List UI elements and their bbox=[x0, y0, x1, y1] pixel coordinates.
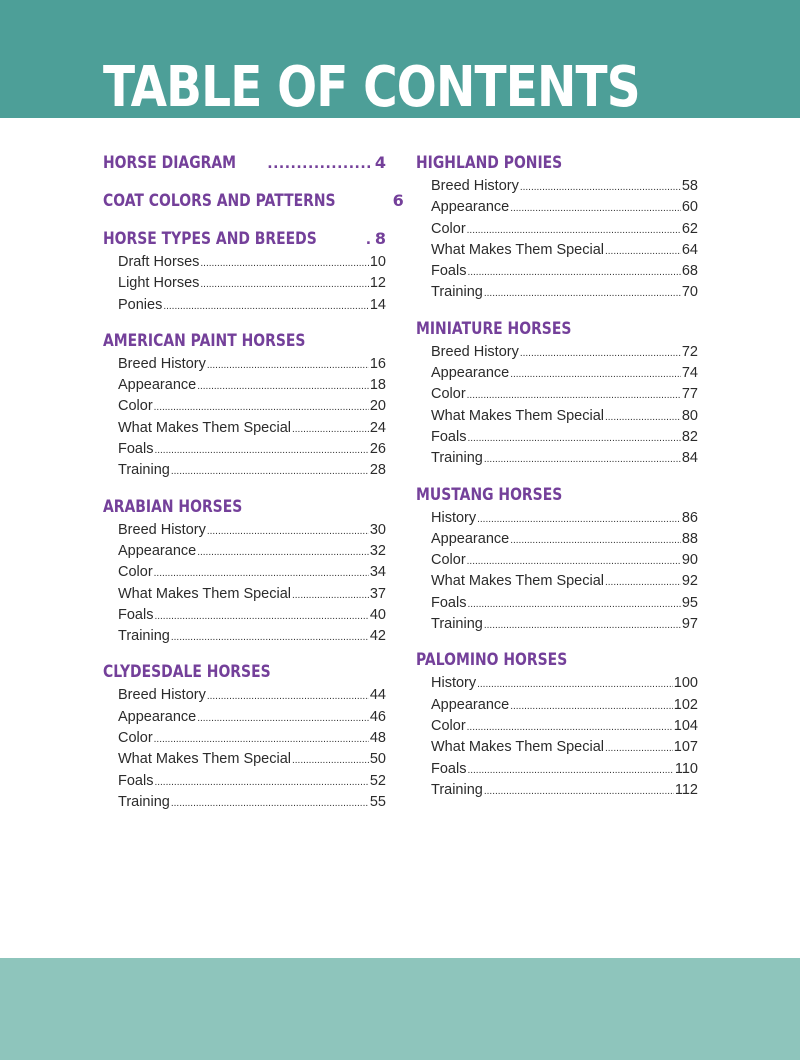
section-heading[interactable] bbox=[416, 150, 698, 176]
entry-label: What Makes Them Special bbox=[431, 241, 604, 258]
entry-label: History bbox=[431, 675, 477, 692]
toc-entry[interactable] bbox=[416, 384, 698, 405]
toc-section-palomino-horses bbox=[416, 647, 698, 801]
section-heading-text: AMERICAN PAINT HORSES bbox=[103, 330, 306, 351]
entry-page-number: 58 bbox=[681, 178, 698, 194]
dot-leader bbox=[510, 696, 673, 717]
entry-page-number: 40 bbox=[369, 606, 386, 623]
entry-page-number: 92 bbox=[681, 573, 698, 590]
toc-entry[interactable] bbox=[103, 626, 386, 647]
entry-page-number: 32 bbox=[369, 542, 386, 559]
dot-leader bbox=[171, 627, 369, 648]
dot-leader bbox=[154, 440, 368, 461]
toc-entry[interactable] bbox=[103, 418, 386, 439]
entry-page-number: 16 bbox=[369, 355, 386, 372]
dot-leader bbox=[154, 772, 368, 793]
dot-leader bbox=[154, 606, 368, 627]
toc-section-american-paint-horses bbox=[103, 328, 386, 482]
dot-leader bbox=[197, 542, 369, 563]
toc-entry[interactable] bbox=[416, 673, 698, 694]
entry-page-number: 102 bbox=[673, 696, 698, 713]
entry-page-number: 37 bbox=[369, 585, 386, 602]
entry-label: Appearance bbox=[118, 542, 197, 559]
entry-label: Breed History bbox=[431, 178, 519, 194]
dot-leader bbox=[510, 198, 681, 219]
section-heading[interactable] bbox=[416, 316, 698, 342]
entry-label: What Makes Them Special bbox=[431, 739, 604, 756]
toc-entry[interactable] bbox=[103, 439, 386, 460]
toc-entry[interactable] bbox=[103, 685, 386, 706]
dot-leader bbox=[467, 717, 673, 738]
entry-page-number: 68 bbox=[681, 263, 698, 280]
section-heading-text: PALOMINO HORSES bbox=[416, 650, 568, 671]
toc-entry[interactable] bbox=[416, 695, 698, 716]
entry-label: Foals bbox=[118, 441, 154, 458]
toc-section-coat-colors-and-patterns bbox=[103, 188, 404, 214]
entry-page-number: 88 bbox=[681, 530, 698, 547]
dot-leader bbox=[520, 177, 681, 198]
entry-label: Appearance bbox=[431, 696, 510, 713]
entry-page-number: 74 bbox=[681, 365, 698, 382]
dot-leader bbox=[467, 262, 680, 283]
entry-label: Color bbox=[431, 386, 466, 403]
dot-leader bbox=[197, 376, 369, 397]
section-heading-text: MINIATURE HORSES bbox=[416, 318, 572, 339]
entry-page-number: 20 bbox=[369, 398, 386, 415]
toc-section-horse-types-and-breeds bbox=[103, 226, 386, 316]
entry-label: History bbox=[431, 509, 477, 526]
entry-page-number: 95 bbox=[681, 594, 698, 611]
dot-leader bbox=[467, 428, 680, 449]
toc-entry[interactable] bbox=[416, 780, 698, 801]
toc-right-column bbox=[416, 150, 698, 801]
entry-label: What Makes Them Special bbox=[118, 419, 291, 436]
entry-label: Ponies bbox=[118, 296, 163, 313]
entry-page-number: 84 bbox=[681, 450, 698, 467]
dot-leader bbox=[477, 509, 681, 530]
dot-leader bbox=[467, 385, 681, 406]
dot-leader bbox=[467, 760, 673, 781]
toc-entry[interactable] bbox=[103, 728, 386, 749]
entry-label: Color bbox=[431, 220, 466, 237]
toc-entry[interactable] bbox=[416, 550, 698, 571]
toc-entry[interactable] bbox=[416, 282, 698, 303]
entry-label: Appearance bbox=[431, 365, 510, 382]
entry-page-number: 100 bbox=[673, 675, 698, 692]
section-heading-text: ARABIAN HORSES bbox=[103, 496, 243, 517]
dot-leader bbox=[207, 355, 369, 376]
header-band bbox=[0, 0, 800, 118]
entry-label: What Makes Them Special bbox=[118, 751, 291, 768]
toc-entry[interactable] bbox=[103, 252, 386, 273]
entry-label: Breed History bbox=[118, 355, 206, 372]
section-page-number: 6 bbox=[392, 191, 404, 210]
toc-entry[interactable] bbox=[416, 716, 698, 737]
dot-leader bbox=[197, 708, 369, 729]
dot-leader bbox=[267, 151, 371, 177]
entry-page-number: 90 bbox=[681, 552, 698, 569]
section-heading-text: MUSTANG HORSES bbox=[416, 484, 563, 505]
entry-page-number: 77 bbox=[681, 386, 698, 403]
entry-label: Foals bbox=[431, 428, 467, 445]
entry-page-number: 86 bbox=[681, 509, 698, 526]
entry-label: Light Horses bbox=[118, 275, 200, 292]
dot-leader bbox=[605, 572, 681, 593]
toc-entry[interactable] bbox=[103, 541, 386, 562]
toc-entry[interactable] bbox=[416, 759, 698, 780]
toc-section-horse-diagram bbox=[103, 150, 386, 176]
dot-leader bbox=[200, 253, 368, 274]
dot-leader bbox=[292, 419, 369, 440]
entry-label: What Makes Them Special bbox=[431, 573, 604, 590]
toc-entry[interactable] bbox=[416, 219, 698, 240]
entry-page-number: 34 bbox=[369, 564, 386, 581]
dot-leader bbox=[467, 594, 680, 615]
toc-entry[interactable] bbox=[416, 529, 698, 550]
toc-entry[interactable] bbox=[416, 342, 698, 363]
toc-entry[interactable] bbox=[103, 354, 386, 375]
entry-label: Training bbox=[431, 284, 483, 301]
entry-label: Appearance bbox=[431, 199, 510, 216]
toc-section-highland-ponies bbox=[416, 150, 698, 304]
toc-entry[interactable] bbox=[416, 571, 698, 592]
entry-page-number: 50 bbox=[369, 751, 386, 768]
toc-entry[interactable] bbox=[103, 771, 386, 792]
page-title: TABLE OF CONTENTS bbox=[103, 55, 640, 120]
section-heading[interactable] bbox=[103, 494, 386, 520]
entry-page-number: 97 bbox=[681, 616, 698, 633]
entry-page-number: 82 bbox=[681, 428, 698, 445]
entry-page-number: 60 bbox=[681, 199, 698, 216]
entry-label: Training bbox=[431, 616, 483, 633]
section-heading[interactable] bbox=[103, 150, 386, 176]
toc-entry[interactable] bbox=[103, 396, 386, 417]
toc-entry[interactable] bbox=[103, 273, 386, 294]
entry-label: Foals bbox=[431, 594, 467, 611]
section-page-number: 4 bbox=[374, 153, 386, 172]
entry-label: Foals bbox=[431, 263, 467, 280]
entry-page-number: 12 bbox=[369, 275, 386, 292]
toc-entry[interactable] bbox=[103, 707, 386, 728]
dot-leader bbox=[154, 563, 369, 584]
section-heading[interactable] bbox=[416, 482, 698, 508]
entry-label: Foals bbox=[118, 772, 154, 789]
entry-label: Training bbox=[118, 628, 170, 645]
entry-page-number: 14 bbox=[369, 296, 386, 313]
dot-leader bbox=[292, 750, 369, 771]
dot-leader bbox=[467, 220, 681, 241]
entry-label: Draft Horses bbox=[118, 254, 200, 270]
entry-page-number: 10 bbox=[369, 254, 386, 270]
section-page-number: 8 bbox=[374, 229, 386, 248]
toc-left-column bbox=[103, 150, 404, 813]
entry-page-number: 80 bbox=[681, 407, 698, 424]
entry-label: Breed History bbox=[118, 521, 206, 538]
toc-entry[interactable] bbox=[103, 562, 386, 583]
dot-leader bbox=[163, 296, 369, 317]
entry-page-number: 18 bbox=[369, 377, 386, 394]
toc-entry[interactable] bbox=[416, 406, 698, 427]
dot-leader bbox=[484, 283, 681, 304]
dot-leader bbox=[510, 530, 681, 551]
dot-leader bbox=[484, 615, 681, 636]
section-heading-text: HORSE TYPES AND BREEDS bbox=[103, 229, 317, 249]
entry-label: What Makes Them Special bbox=[118, 585, 291, 602]
entry-label: Color bbox=[118, 398, 153, 415]
toc-entry[interactable] bbox=[416, 737, 698, 758]
entry-label: Color bbox=[431, 717, 466, 734]
entry-label: Foals bbox=[431, 760, 467, 777]
entry-label: Training bbox=[118, 462, 170, 479]
dot-leader bbox=[520, 343, 681, 364]
entry-page-number: 55 bbox=[369, 793, 386, 810]
entry-label: Color bbox=[118, 730, 153, 747]
entry-page-number: 42 bbox=[369, 628, 386, 645]
dot-leader bbox=[207, 686, 369, 707]
entry-page-number: 28 bbox=[369, 462, 386, 479]
toc-entry[interactable] bbox=[103, 520, 386, 541]
dot-leader bbox=[292, 585, 369, 606]
entry-label: Training bbox=[431, 450, 483, 467]
toc-section-mustang-horses bbox=[416, 482, 698, 636]
section-heading-text: COAT COLORS AND PATTERNS bbox=[103, 191, 336, 211]
entry-page-number: 70 bbox=[681, 284, 698, 301]
toc-entry[interactable] bbox=[416, 593, 698, 614]
section-heading[interactable] bbox=[416, 647, 698, 673]
dot-leader bbox=[477, 674, 673, 695]
toc-section-clydesdale-horses bbox=[103, 659, 386, 813]
entry-label: Training bbox=[118, 793, 170, 810]
entry-label: Training bbox=[431, 781, 483, 798]
toc-entry[interactable] bbox=[416, 261, 698, 282]
dot-leader bbox=[605, 738, 673, 759]
dot-leader bbox=[154, 397, 369, 418]
dot-leader bbox=[366, 227, 371, 253]
dot-leader bbox=[200, 274, 368, 295]
dot-leader bbox=[484, 781, 674, 802]
footer-band bbox=[0, 958, 800, 1060]
entry-page-number: 30 bbox=[369, 521, 386, 538]
toc-entry[interactable] bbox=[416, 427, 698, 448]
entry-page-number: 24 bbox=[369, 419, 386, 436]
dot-leader bbox=[510, 364, 681, 385]
section-heading-text: HIGHLAND PONIES bbox=[416, 153, 563, 173]
dot-leader bbox=[484, 449, 681, 470]
entry-page-number: 104 bbox=[673, 717, 698, 734]
toc-entry[interactable] bbox=[103, 460, 386, 481]
dot-leader bbox=[154, 729, 369, 750]
entry-label: Color bbox=[431, 552, 466, 569]
entry-page-number: 72 bbox=[681, 343, 698, 360]
toc-entry[interactable] bbox=[416, 448, 698, 469]
entry-label: What Makes Them Special bbox=[431, 407, 604, 424]
entry-label: Breed History bbox=[431, 343, 519, 360]
toc-entry[interactable] bbox=[103, 295, 386, 316]
toc-entry[interactable] bbox=[416, 197, 698, 218]
toc-section-miniature-horses bbox=[416, 316, 698, 470]
entry-page-number: 107 bbox=[673, 739, 698, 756]
entry-page-number: 44 bbox=[369, 687, 386, 704]
section-heading[interactable] bbox=[103, 226, 386, 252]
dot-leader bbox=[207, 521, 369, 542]
dot-leader bbox=[605, 241, 681, 262]
entry-label: Foals bbox=[118, 606, 154, 623]
toc-entry[interactable] bbox=[103, 375, 386, 396]
toc-entry[interactable] bbox=[416, 363, 698, 384]
entry-label: Breed History bbox=[118, 687, 206, 704]
toc-section-arabian-horses bbox=[103, 494, 386, 648]
toc-entry[interactable] bbox=[103, 584, 386, 605]
toc-entry[interactable] bbox=[103, 749, 386, 770]
section-heading[interactable] bbox=[103, 188, 404, 214]
entry-page-number: 110 bbox=[674, 760, 698, 777]
dot-leader bbox=[467, 551, 681, 572]
section-heading-text: CLYDESDALE HORSES bbox=[103, 662, 271, 683]
section-heading-text: HORSE DIAGRAM bbox=[103, 153, 237, 173]
toc-entry[interactable] bbox=[416, 614, 698, 635]
dot-leader bbox=[171, 793, 369, 814]
entry-page-number: 26 bbox=[369, 441, 386, 458]
entry-page-number: 48 bbox=[369, 730, 386, 747]
toc-entry[interactable] bbox=[103, 605, 386, 626]
entry-page-number: 64 bbox=[681, 241, 698, 258]
entry-label: Appearance bbox=[118, 708, 197, 725]
section-heading[interactable] bbox=[103, 328, 386, 354]
entry-label: Appearance bbox=[431, 530, 510, 547]
dot-leader bbox=[605, 407, 681, 428]
section-heading[interactable] bbox=[103, 659, 386, 685]
entry-page-number: 112 bbox=[674, 781, 698, 798]
toc-entry[interactable] bbox=[416, 240, 698, 261]
entry-label: Color bbox=[118, 564, 153, 581]
toc-entry[interactable] bbox=[416, 176, 698, 197]
dot-leader bbox=[171, 461, 369, 482]
entry-label: Appearance bbox=[118, 377, 197, 394]
toc-entry[interactable] bbox=[416, 508, 698, 529]
entry-page-number: 62 bbox=[681, 220, 698, 237]
toc-entry[interactable] bbox=[103, 792, 386, 813]
entry-page-number: 52 bbox=[369, 772, 386, 789]
entry-page-number: 46 bbox=[369, 708, 386, 725]
